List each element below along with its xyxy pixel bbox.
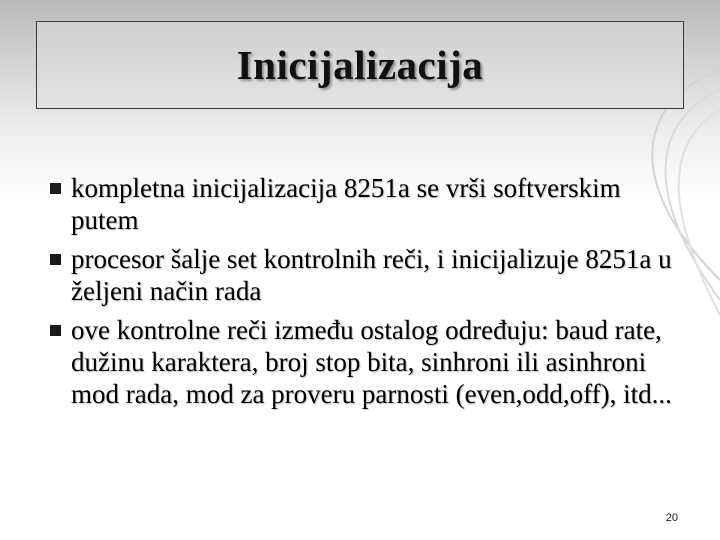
bullet-item — [50, 243, 690, 307]
square-bullet-icon — [50, 183, 61, 194]
bullet-item — [50, 172, 690, 236]
title-box — [36, 21, 684, 109]
slide-number: 20 — [665, 512, 678, 524]
slide-title: Inicijalizacija — [236, 42, 484, 88]
bullet-list — [50, 172, 690, 417]
bullet-item — [50, 314, 690, 410]
bullet-text: procesor šalje set kontrolnih reči, i inicijalizuje 8251a u željeni način rada — [71, 244, 672, 306]
square-bullet-icon — [50, 325, 61, 336]
bullet-text: ove kontrolne reči između ostalog određuju: baud rate, dužinu karaktera, broj stop bita, sinhroni ili asinhroni mod rada, mod za proveru parnosti (even,odd,off), itd... — [71, 315, 672, 409]
square-bullet-icon — [50, 254, 61, 265]
bullet-text: kompletna inicijalizacija 8251a se vrši softverskim putem — [71, 173, 621, 235]
